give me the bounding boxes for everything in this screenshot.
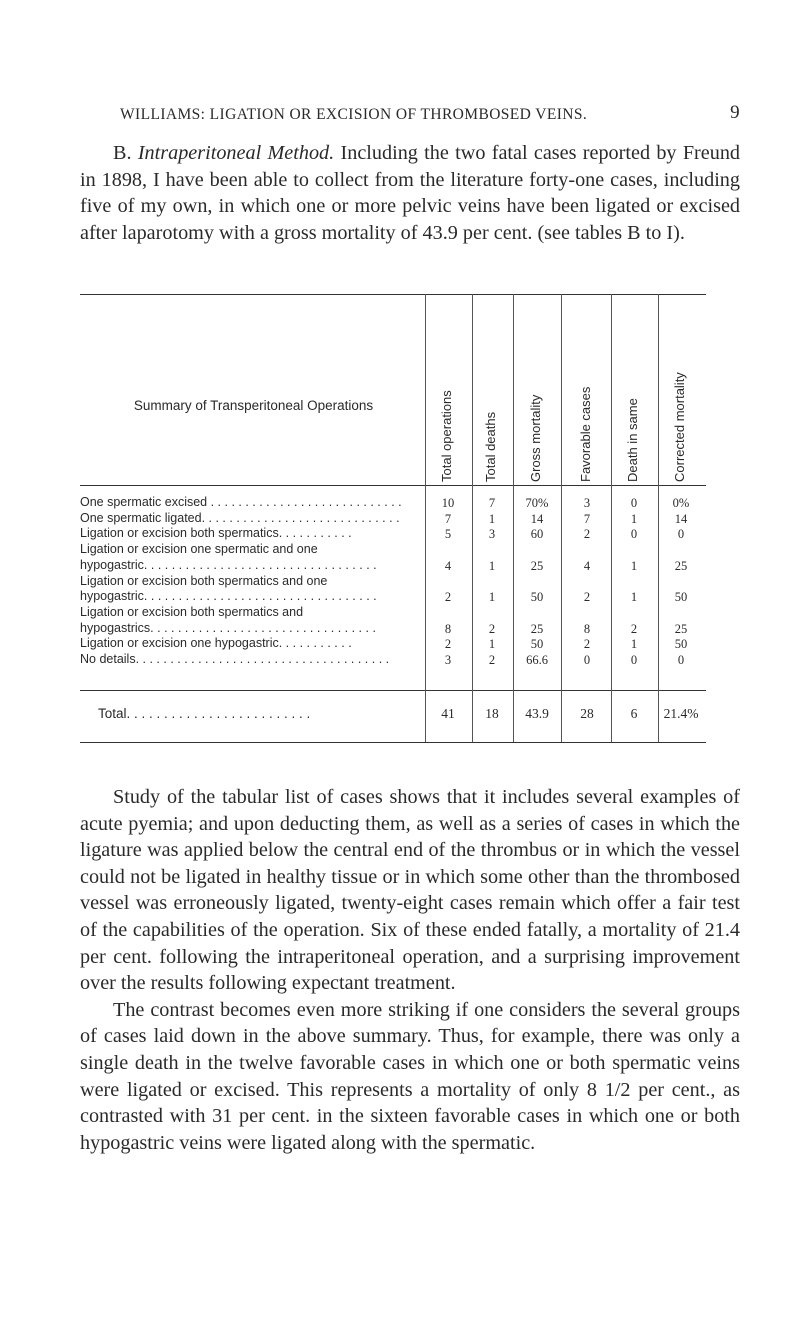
table-cell: 1: [630, 558, 638, 573]
table-cell: 1: [488, 590, 496, 605]
table-cell: 3: [444, 653, 452, 667]
column-divider: [561, 294, 562, 742]
table-cell: 0: [630, 653, 638, 667]
table-cell: 2: [583, 637, 591, 652]
table-cell: 1: [630, 511, 638, 526]
table-cell: 3: [583, 496, 591, 510]
row-label: Ligation or excision both spermatics and: [80, 604, 304, 619]
table-cell: 14: [530, 511, 544, 526]
section-heading: Intraperitoneal Method.: [137, 142, 335, 164]
column-header: Total operations: [439, 390, 454, 482]
table-cell: 2: [444, 590, 452, 605]
row-label: hypogastric. . . . . . . . . . . . . . . . . . . . . . . . . . . . . . . . . .: [80, 589, 377, 604]
running-title: WILLIAMS: LIGATION OR EXCISION OF THROMBOSED VEINS.: [120, 106, 588, 123]
table-bottom-rule: [80, 742, 706, 743]
table-cell: 7: [488, 496, 496, 510]
body-text: [80, 784, 740, 1156]
table-cell: 0: [583, 653, 591, 667]
table-cell: 2: [630, 621, 638, 636]
table-cell: 0: [677, 527, 685, 542]
intro-paragraph: [80, 140, 740, 246]
column-divider: [513, 294, 514, 742]
table-cell: 2: [488, 653, 496, 667]
table-cell: 1: [488, 511, 496, 526]
table-cell: 2: [488, 621, 496, 636]
column-header: Gross mortality: [528, 394, 543, 482]
row-label: One spermatic ligated. . . . . . . . . . . . . . . . . . . . . . . . . . . . .: [80, 510, 400, 525]
table-cell: 0%: [672, 496, 690, 510]
table-cell: 3: [488, 527, 496, 542]
column-header: Corrected mortality: [672, 372, 687, 482]
table-cell: 70%: [525, 496, 549, 510]
section-label: B.: [113, 142, 132, 164]
table-cell: 50: [674, 590, 688, 605]
row-label: hypogastric. . . . . . . . . . . . . . . . . . . . . . . . . . . . . . . . . .: [80, 557, 377, 572]
table-cell: 2: [583, 590, 591, 605]
total-cell: 21.4%: [663, 706, 699, 721]
table-cell: 1: [488, 637, 496, 652]
table-cell: 10: [441, 496, 455, 510]
table-title: Summary of Transperitoneal Operations: [133, 398, 374, 413]
table-cell: 7: [444, 511, 452, 526]
row-label: Ligation or excision one spermatic and one: [80, 542, 318, 557]
column-header: Death in same: [625, 398, 640, 482]
row-label: Ligation or excision both spermatics and one: [80, 573, 328, 588]
table-cell: 4: [583, 558, 591, 573]
table-cell: 1: [630, 637, 638, 652]
column-divider: [425, 294, 426, 742]
total-top-rule: [80, 690, 706, 691]
header-bottom-rule: [80, 485, 706, 486]
table-cell: 25: [674, 558, 688, 573]
table-cell: 0: [677, 653, 685, 667]
table-cell: 50: [530, 637, 544, 652]
table-cell: 25: [530, 558, 544, 573]
table-cell: 50: [530, 590, 544, 605]
table-cell: 14: [674, 511, 688, 526]
table-cell: 60: [530, 527, 544, 542]
intro-text: Including the two fatal cases reported by Freund in 1898, I have been able to collect from the literature forty-one cases, including five of my own, in which one or more pelvic veins have been ligated or excised after laparotomy with a gross mortality of 43.9 per cent. (see tables B to I).: [80, 142, 741, 244]
table-cell: 8: [583, 621, 591, 636]
column-header: Favorable cases: [578, 386, 593, 482]
column-header: Total deaths: [483, 411, 498, 482]
total-label: Total. . . . . . . . . . . . . . . . . . . . . . . . .: [98, 706, 311, 721]
total-cell: 6: [630, 706, 638, 721]
table-cell: 0: [630, 496, 638, 510]
table-cell: 7: [583, 511, 591, 526]
table-cell: 2: [583, 527, 591, 542]
table-cell: 50: [674, 637, 688, 652]
table-cell: 2: [444, 637, 452, 652]
column-divider: [611, 294, 612, 742]
total-cell: 43.9: [525, 706, 549, 721]
row-label: One spermatic excised . . . . . . . . . . . . . . . . . . . . . . . . . . . .: [80, 495, 402, 509]
table-cell: 1: [488, 558, 496, 573]
table-cell: 0: [630, 527, 638, 542]
table-cell: 4: [444, 558, 452, 573]
total-cell: 18: [485, 706, 499, 721]
row-label: Ligation or excision both spermatics. . . . . . . . . . .: [80, 526, 352, 541]
body-paragraph-1: Study of the tabular list of cases shows that it includes several examples of acute pyemia; and upon deducting them, as well as a series of cases in which the ligature was applied below the central end of the thrombus or in which the vessel could not be ligated in healthy tissue or in which some other than the thrombosed vessel was erroneously ligated, twenty-eight cases remain which offer a fair test of the capabilities of the operation. Six of these ended fatally, a mortality of 21.4 per cent. following the intraperitoneal operation, and a surprising improvement over the results following expectant treatment.: [80, 786, 740, 995]
total-cell: 41: [441, 706, 455, 721]
body-paragraph-2: The contrast becomes even more striking if one considers the several groups of cases laid down in the above summary. Thus, for example, there was only a single death in the twelve favorable cases in which one or both spermatic veins were ligated or excised. This represents a mortality of only 8 1/2 per cent., as contrasted with 31 per cent. in the sixteen favorable cases in which one or both hypogastric veins were ligated along with the spermatic.: [80, 998, 740, 1154]
table-cell: 5: [444, 527, 452, 542]
table-cell: 25: [674, 621, 688, 636]
row-label: hypogastrics. . . . . . . . . . . . . . . . . . . . . . . . . . . . . . . . .: [80, 620, 376, 635]
page-number: 9: [730, 102, 740, 123]
row-label: No details. . . . . . . . . . . . . . . . . . . . . . . . . . . . . . . . . . . . .: [80, 652, 390, 666]
table-cell: 8: [444, 621, 452, 636]
total-cell: 28: [580, 706, 594, 721]
table-cell: 25: [530, 621, 544, 636]
table-cell: 1: [630, 590, 638, 605]
table-top-rule: [80, 294, 706, 295]
table-cell: 66.6: [526, 653, 548, 667]
row-label: Ligation or excision one hypogastric. . . . . . . . . . .: [80, 636, 352, 651]
column-divider: [658, 294, 659, 742]
